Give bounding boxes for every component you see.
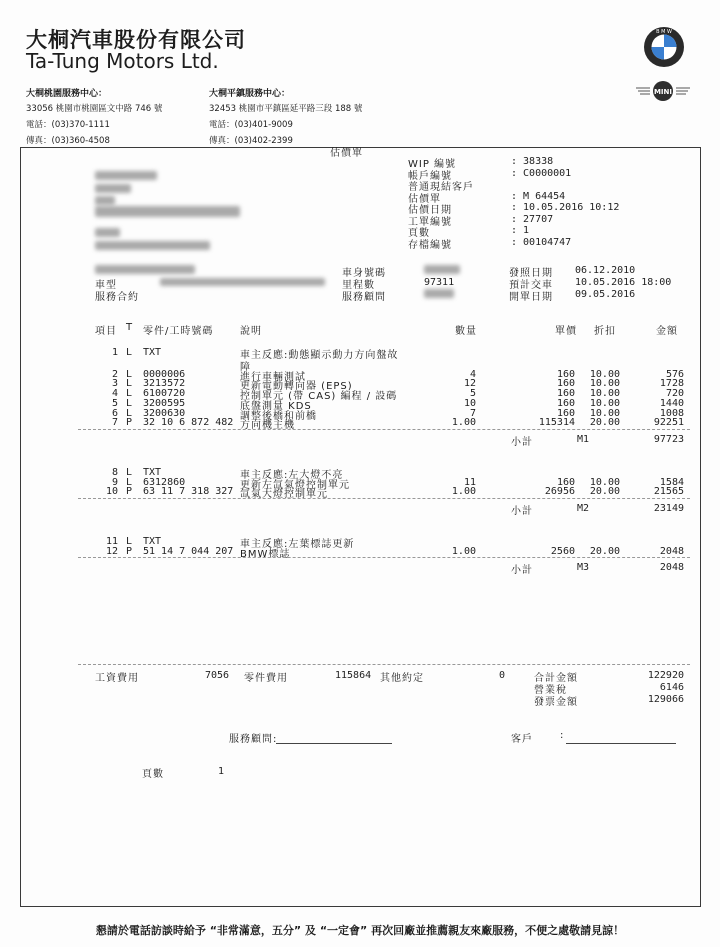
item-type: L xyxy=(126,397,133,409)
subtotal-value: 23149 xyxy=(653,503,684,514)
item-amount: 21565 xyxy=(653,486,684,498)
invoice-value: 129066 xyxy=(647,694,684,705)
item-desc: 方向機主機 xyxy=(240,420,295,432)
advisor-signature-line xyxy=(276,743,392,744)
item-no: 2 xyxy=(111,368,118,380)
col-amount: 金額 xyxy=(656,326,678,337)
item-discount: 10.00 xyxy=(589,476,620,488)
header-label: WIP 編號 xyxy=(408,159,457,170)
item-no: 7 xyxy=(111,417,118,429)
col-item: 項目 xyxy=(95,326,117,337)
svg-text:B M W: B M W xyxy=(656,29,672,35)
registration-date-value: 06.12.2010 xyxy=(575,265,636,276)
mileage-label: 里程數 xyxy=(342,280,375,291)
delivery-date-value: 10.05.2016 18:00 xyxy=(575,277,672,288)
item-qty: 1.00 xyxy=(451,417,476,429)
item-type: P xyxy=(126,486,133,498)
header-value: : C0000001 xyxy=(511,167,572,179)
item-price: 115314 xyxy=(538,417,575,429)
vin-redacted xyxy=(424,265,460,274)
item-code: 3200595 xyxy=(143,397,186,409)
item-desc: 控制單元 (帶 CAS) 編程 / 設碼 xyxy=(240,391,398,403)
item-no: 10 xyxy=(105,486,118,498)
col-discount: 折扣 xyxy=(594,326,616,337)
labor-value: 7056 xyxy=(205,670,230,681)
other-value: 0 xyxy=(499,670,506,681)
item-qty: 11 xyxy=(463,476,476,488)
item-desc: 車主反應:左葉標誌更新 xyxy=(240,539,355,550)
item-type: L xyxy=(126,476,133,488)
subtotal-code: M1 xyxy=(577,433,590,445)
col-code: 零件/工時號碼 xyxy=(143,326,214,337)
form-title: 估價單 xyxy=(330,148,363,159)
item-price: 160 xyxy=(556,397,575,409)
item-price: 26956 xyxy=(544,486,575,498)
header-value: : 27707 xyxy=(511,213,554,225)
sum-label: 合計金額 xyxy=(534,673,578,684)
estimate-frame xyxy=(20,147,701,907)
item-no: 9 xyxy=(111,476,118,488)
item-type: L xyxy=(126,407,133,419)
customer-address-redacted xyxy=(95,206,240,217)
customer-line-redacted xyxy=(95,228,120,237)
item-desc: 底盤測量 KDS xyxy=(240,400,312,412)
item-code: 32 10 6 872 482 xyxy=(143,417,234,429)
item-discount: 10.00 xyxy=(589,368,620,380)
item-price: 160 xyxy=(556,388,575,400)
item-no: 11 xyxy=(105,536,118,547)
header-label: 普通現結客戶 xyxy=(408,182,474,193)
item-qty: 12 xyxy=(463,378,476,390)
company-name-zh: 大桐汽車股份有限公司 xyxy=(26,28,246,52)
registration-date-label: 發照日期 xyxy=(509,268,553,279)
col-desc: 說明 xyxy=(240,326,262,337)
item-desc: 更新左氙氣燈控制單元 xyxy=(240,479,350,491)
item-amount: 1008 xyxy=(659,407,684,419)
subtotal-value: 2048 xyxy=(659,562,684,574)
labor-label: 工資費用 xyxy=(95,673,139,684)
customer-phone-redacted xyxy=(95,241,210,250)
item-discount: 10.00 xyxy=(589,378,620,390)
item-type: L xyxy=(126,347,133,358)
item-no: 6 xyxy=(111,407,118,419)
item-code: 6100720 xyxy=(143,388,186,400)
item-no: 3 xyxy=(111,378,118,390)
header-value: : 38338 xyxy=(511,156,554,167)
branch-1-phone: 電話：(03)370-1111 xyxy=(26,120,110,130)
item-no: 12 xyxy=(105,545,118,557)
item-desc: 更新電動轉向器 (EPS) xyxy=(240,381,353,393)
item-discount: 20.00 xyxy=(589,417,620,429)
mini-logo xyxy=(634,80,692,102)
item-type: P xyxy=(126,417,133,429)
item-amount: 1728 xyxy=(659,378,684,390)
header-label: 存檔編號 xyxy=(408,239,452,251)
item-desc: 氙氣大燈控制單元 xyxy=(240,489,328,501)
item-qty: 1.00 xyxy=(451,545,476,557)
item-type: L xyxy=(126,466,133,478)
item-type: L xyxy=(126,378,133,390)
header-label: 頁數 xyxy=(408,228,430,239)
item-desc: 調整後橋和前橋 xyxy=(240,410,317,422)
item-type: L xyxy=(126,368,133,380)
tax-value: 6146 xyxy=(659,682,684,693)
branch-2-name: 大桐平鎮服務中心： xyxy=(209,89,291,99)
order-date-value: 09.05.2016 xyxy=(575,289,636,300)
item-discount: 10.00 xyxy=(589,388,620,400)
item-type: P xyxy=(126,545,133,557)
col-price: 單價 xyxy=(555,326,577,337)
item-qty: 1.00 xyxy=(451,486,476,498)
header-value: : 00104747 xyxy=(511,236,572,248)
group-divider xyxy=(78,557,690,558)
header-label: 估價日期 xyxy=(408,205,452,216)
branch-1-address: 33056 桃園市桃園區文中路 746 號 xyxy=(26,104,163,114)
item-desc: 車主反應:動態顯示動力方向盤故 xyxy=(240,350,399,361)
customer-signature-label: 客戶 xyxy=(511,734,533,745)
item-code: 6312860 xyxy=(143,476,186,488)
item-code: TXT xyxy=(143,466,162,478)
header-label: 工單編號 xyxy=(408,216,452,228)
item-amount: 720 xyxy=(665,388,684,400)
item-amount: 1440 xyxy=(659,397,684,409)
branch-2-phone: 電話：(03)401-9009 xyxy=(209,120,293,130)
other-label: 其他約定 xyxy=(380,673,424,684)
item-desc-cont: 障 xyxy=(240,362,251,373)
item-code: 3200630 xyxy=(143,407,186,419)
branch-1-fax: 傳真：(03)360-4508 xyxy=(26,136,110,146)
item-discount: 20.00 xyxy=(589,486,620,498)
company-name-en: Ta-Tung Motors Ltd. xyxy=(26,49,219,73)
item-price: 160 xyxy=(556,407,575,419)
vin-label: 車身號碼 xyxy=(342,268,386,279)
customer-signature-colon: : xyxy=(560,730,565,741)
header-value: : 1 xyxy=(511,225,530,236)
col-qty: 數量 xyxy=(455,326,477,337)
sum-value: 122920 xyxy=(647,670,684,681)
group-divider xyxy=(78,429,690,430)
customer-name-redacted xyxy=(95,171,157,180)
header-value: : M 64454 xyxy=(511,190,566,202)
item-type: L xyxy=(126,536,133,547)
header-value: : 10.05.2016 10:12 xyxy=(511,202,620,213)
mini-logo-text: MINI xyxy=(653,88,673,96)
subtotal-value: 97723 xyxy=(653,433,684,445)
col-type: T xyxy=(126,322,134,333)
footer-note: 懇請於電話訪談時給予 “非常滿意，五分” 及 “一定會” 再次回廠並推薦親友來廠服務，不便之處敬請見諒！ xyxy=(95,924,625,937)
service-contract-label: 服務合約 xyxy=(95,292,139,303)
order-date-label: 開單日期 xyxy=(509,292,553,303)
item-discount: 20.00 xyxy=(589,545,620,557)
item-price: 2560 xyxy=(550,545,575,557)
customer-line-redacted xyxy=(95,184,131,193)
customer-signature-line xyxy=(566,743,676,744)
item-qty: 7 xyxy=(469,407,476,419)
item-amount: 92251 xyxy=(653,417,684,429)
item-qty: 4 xyxy=(469,368,476,380)
group-divider xyxy=(78,498,690,499)
delivery-date-label: 預計交車 xyxy=(509,280,553,291)
item-no: 8 xyxy=(111,466,118,478)
item-type: L xyxy=(126,388,133,400)
item-price: 160 xyxy=(556,378,575,390)
customer-line-redacted xyxy=(95,196,115,205)
advisor-redacted xyxy=(424,289,454,298)
subtotal-code: M2 xyxy=(577,503,590,514)
item-code: TXT xyxy=(143,536,162,547)
item-code: TXT xyxy=(143,347,162,358)
parts-value: 115864 xyxy=(335,670,372,681)
item-discount: 10.00 xyxy=(589,397,620,409)
item-qty: 5 xyxy=(469,388,476,400)
subtotal-code: M3 xyxy=(577,562,590,574)
vehicle-info-redacted xyxy=(95,265,195,274)
branch-2-address: 32453 桃園市平鎮區延平路三段 188 號 xyxy=(209,104,363,114)
item-amount: 2048 xyxy=(659,545,684,557)
subtotal-label: 小計 xyxy=(511,436,533,448)
item-code: 63 11 7 318 327 xyxy=(143,486,234,498)
mileage-value: 97311 xyxy=(424,277,455,288)
item-price: 160 xyxy=(556,368,575,380)
header-label: 帳戶編號 xyxy=(408,170,452,182)
item-desc: 車主反應:左大燈不亮 xyxy=(240,469,344,481)
item-desc: BMW標誌 xyxy=(240,548,291,560)
vehicle-model-redacted xyxy=(160,278,325,286)
item-qty: 10 xyxy=(463,397,476,409)
item-no: 5 xyxy=(111,397,118,409)
tax-label: 營業稅 xyxy=(534,685,567,696)
item-amount: 1584 xyxy=(659,476,684,488)
item-code: 0000006 xyxy=(143,368,186,380)
subtotal-label: 小計 xyxy=(511,506,533,517)
subtotal-label: 小計 xyxy=(511,565,533,577)
branch-1-name: 大桐桃園服務中心： xyxy=(26,89,108,99)
parts-label: 零件費用 xyxy=(244,673,288,684)
item-code: 51 14 7 044 207 xyxy=(143,545,234,557)
invoice-label: 發票金額 xyxy=(534,697,578,708)
advisor-label: 服務顧問 xyxy=(342,292,386,303)
item-no: 1 xyxy=(111,347,118,358)
vehicle-model-label: 車型 xyxy=(95,280,117,291)
item-price: 160 xyxy=(556,476,575,488)
pages-label: 頁數 xyxy=(142,769,164,780)
totals-divider xyxy=(78,664,690,665)
item-discount: 10.00 xyxy=(589,407,620,419)
item-amount: 576 xyxy=(665,368,684,380)
header-label: 估價單 xyxy=(408,193,441,205)
item-desc: 進行車輛測試 xyxy=(240,371,306,383)
pages-value: 1 xyxy=(218,766,225,777)
bmw-logo xyxy=(643,26,685,68)
branch-2-fax: 傳真：(03)402-2399 xyxy=(209,136,293,146)
item-code: 3213572 xyxy=(143,378,186,390)
advisor-signature-label: 服務顧問: xyxy=(229,734,278,745)
item-no: 4 xyxy=(111,388,118,400)
